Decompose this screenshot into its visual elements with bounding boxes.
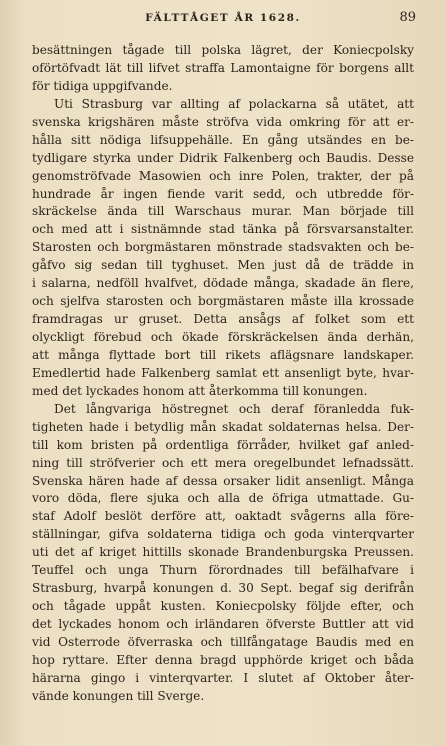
text-line: gåfvo sig sedan till tyghuset. Men just då de trädde in (32, 258, 414, 273)
text-line: och tågade uppåt kusten. Koniecpolsky följde efter, och (32, 599, 414, 614)
text-line: Teuffel och unga Thurn förordnades till befälhafvare i (32, 563, 414, 578)
text-line: härarna gingo i vinterqvarter. I slutet af Oktober åter- (32, 670, 414, 685)
text-line: Uti Strasburg var allting af polackarna så utätet, att (54, 96, 414, 111)
text-line: uti det af kriget hittills skonade Brandenburgska Preussen. (32, 545, 414, 560)
text-line: hålla sitt nödiga lifsuppehälle. En gång utsändes en be- (32, 132, 414, 147)
text-line: svenska krigshären måste ströfva vida omkring för att er- (32, 114, 414, 129)
text-line: Emedlertid hade Falkenberg samlat ett ansenligt byte, hvar- (32, 365, 414, 380)
text-line: Svenska hären hade af dessa orsaker lidit ansenligt. Många (32, 473, 414, 488)
text-line: besättningen tågade till polska lägret, der Koniecpolsky (32, 43, 414, 57)
text-line: ning till ströfverier och ett mera oregelbundet lefnadssätt. (32, 455, 414, 470)
text-line: och sjelfva starosten och borgmästaren måste illa krossade (32, 294, 414, 309)
text-line: för tidiga uppgifvande. (32, 78, 173, 93)
text-line: hundrade år ingen fiende varit sedd, och utbredde för- (32, 186, 414, 201)
text-line: olyckligt förebud och ökade förskräckelsen ända derhän, (32, 330, 414, 344)
text-line: vid Osterrode öfverraska och tillfångatage Baudis med en (32, 634, 414, 649)
running-title: FÄLTTÅGET ÅR 1628. (145, 12, 301, 24)
text-line: Starosten och borgmästaren mönstrade stadsvakten och be- (32, 240, 414, 255)
text-line: med det lyckades honom att återkomma till konungen. (32, 383, 368, 398)
text-line: framdragas ur gruset. Detta ansågs af folket som ett (32, 312, 414, 327)
page-number: 89 (399, 10, 416, 25)
text-line: ställningar, gifva soldaterna tidiga och goda vinterqvarter (32, 527, 414, 542)
body-text (32, 42, 414, 706)
text-line: staf Adolf beslöt derföre att, oaktadt svågerns alla före- (32, 509, 414, 524)
text-line: till kom bristen på ordentliga förråder, hvilket gaf anled- (32, 437, 414, 452)
text-line: att många flyttade bort till rikets aflägsnare landskaper. (32, 347, 414, 362)
text-line: voro döda, flere sjuka och alla de öfriga utmattade. Gu- (32, 491, 414, 506)
page-header (30, 12, 416, 32)
text-line: det lyckades honom och irländaren öfverste Buttler att vid (32, 617, 414, 631)
text-line: i salarna, nedföll hvalfvet, dödade många, skadade än flere, (32, 276, 414, 291)
text-line: vände konungen till Sverge. (32, 688, 205, 703)
text-line: oförtöfvadt lät till lifvet straffa Lamontaigne för borgens allt (32, 60, 414, 75)
text-line: hop ryttare. Efter denna bragd upphörde kriget och båda (32, 652, 414, 667)
text-line: skräckelse ända till Warschaus murar. Man började till (32, 204, 414, 219)
text-line: och med att i sistnämnde stad tänka på försvarsanstalter. (32, 222, 414, 237)
text-line: genomströfvade Masowien och inre Polen, trakter, der på (32, 168, 414, 183)
text-line: Det långvariga höstregnet och deraf föranledda fuk- (54, 401, 414, 416)
text-line: Strasburg, hvarpå konungen d. 30 Sept. begaf sig derifrån (32, 581, 414, 596)
text-line: tigheten hade i betydlig mån skadat soldaternas helsa. Der- (32, 419, 414, 434)
text-line: tydligare styrka under Didrik Falkenberg och Baudis. Desse (32, 150, 414, 165)
